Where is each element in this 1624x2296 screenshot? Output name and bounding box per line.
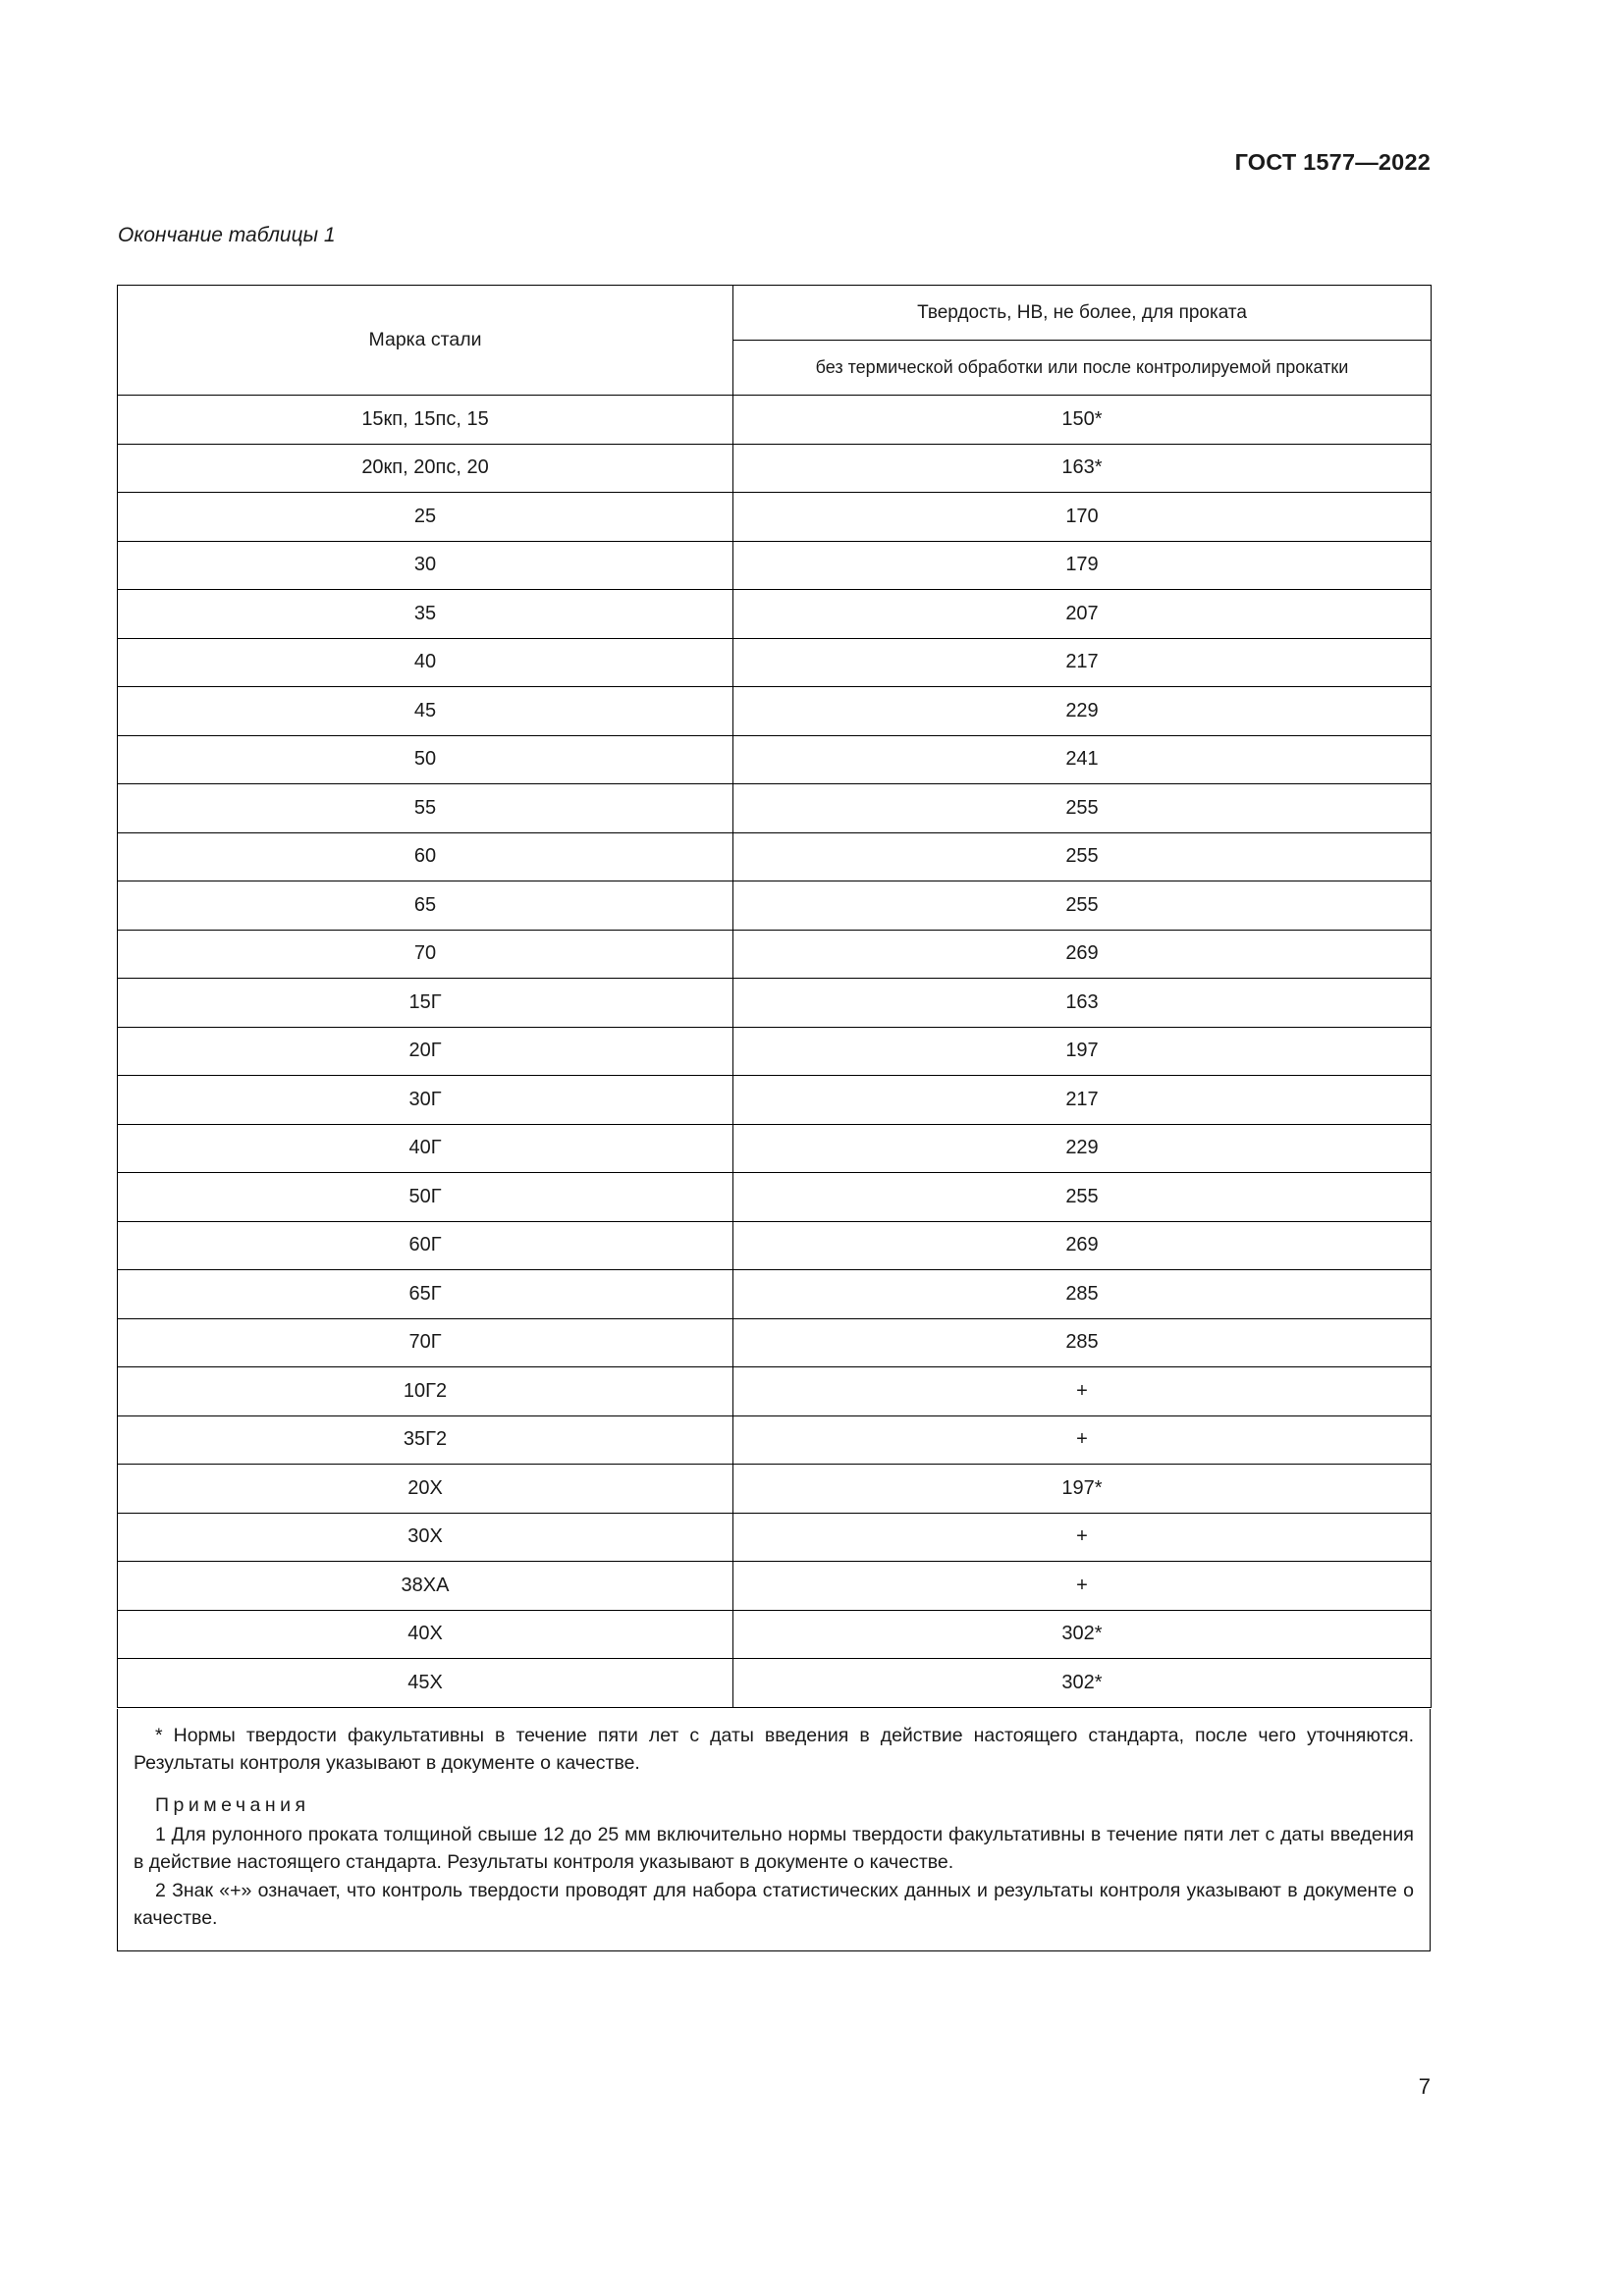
cell-hardness-value: 197* [733, 1465, 1432, 1514]
cell-hardness-value: 269 [733, 930, 1432, 979]
table-row [118, 493, 1432, 542]
cell-steel-grade: 50Г [118, 1173, 733, 1222]
cell-hardness-value: 179 [733, 541, 1432, 590]
table-row [118, 1513, 1432, 1562]
cell-hardness-value: 163 [733, 979, 1432, 1028]
table-row [118, 1610, 1432, 1659]
cell-steel-grade: 50 [118, 735, 733, 784]
cell-steel-grade: 30 [118, 541, 733, 590]
table-footnote [134, 1723, 1414, 1777]
cell-hardness-value: 302* [733, 1610, 1432, 1659]
cell-steel-grade: 20кп, 20пс, 20 [118, 444, 733, 493]
cell-steel-grade: 25 [118, 493, 733, 542]
table-row [118, 1318, 1432, 1367]
cell-hardness-value: 255 [733, 881, 1432, 931]
cell-steel-grade: 55 [118, 784, 733, 833]
cell-steel-grade: 60Г [118, 1221, 733, 1270]
table-row [118, 396, 1432, 445]
cell-steel-grade: 20Х [118, 1465, 733, 1514]
table-row [118, 1562, 1432, 1611]
table-body [118, 396, 1432, 1708]
cell-steel-grade: 30Г [118, 1076, 733, 1125]
cell-steel-grade: 30Х [118, 1513, 733, 1562]
hardness-table-container [117, 285, 1431, 1708]
document-header-standard-number: ГОСТ 1577—2022 [1234, 149, 1431, 175]
cell-hardness-value: 241 [733, 735, 1432, 784]
cell-hardness-value: 255 [733, 1173, 1432, 1222]
table-row [118, 444, 1432, 493]
cell-steel-grade: 45 [118, 687, 733, 736]
note-item [134, 1878, 1414, 1932]
cell-hardness-value: 229 [733, 687, 1432, 736]
cell-hardness-value: 207 [733, 590, 1432, 639]
cell-steel-grade: 65Г [118, 1270, 733, 1319]
table-row [118, 1173, 1432, 1222]
cell-steel-grade: 10Г2 [118, 1367, 733, 1416]
cell-hardness-value: 150* [733, 396, 1432, 445]
cell-steel-grade: 70 [118, 930, 733, 979]
table-row [118, 881, 1432, 931]
table-row [118, 638, 1432, 687]
table-caption: Окончание таблицы 1 [118, 224, 336, 246]
column-header-hardness: Твердость, НВ, не более, для проката [733, 286, 1432, 341]
table-header [118, 286, 1432, 396]
table-row [118, 1465, 1432, 1514]
table-row [118, 784, 1432, 833]
cell-hardness-value: 255 [733, 832, 1432, 881]
cell-steel-grade: 35Г2 [118, 1415, 733, 1465]
cell-hardness-value: 269 [733, 1221, 1432, 1270]
column-header-steel-grade: Марка стали [118, 286, 733, 396]
table-row [118, 1027, 1432, 1076]
cell-hardness-value: 217 [733, 1076, 1432, 1125]
table-row [118, 1270, 1432, 1319]
cell-hardness-value: 285 [733, 1318, 1432, 1367]
cell-hardness-value: + [733, 1513, 1432, 1562]
cell-hardness-value: 255 [733, 784, 1432, 833]
cell-hardness-value: + [733, 1367, 1432, 1416]
hardness-table [117, 285, 1432, 1708]
table-notes-box [117, 1709, 1431, 1951]
table-row [118, 1124, 1432, 1173]
notes-list [134, 1822, 1414, 1933]
note-item [134, 1822, 1414, 1876]
cell-steel-grade: 40Х [118, 1610, 733, 1659]
cell-hardness-value: 217 [733, 638, 1432, 687]
note-text: 1 Для рулонного проката толщиной свыше 12 до 25 мм включительно нормы твердости факультативны в течение пяти лет с даты введения в действие настоящего стандарта. Результаты контроля указывают в документе о качестве. [134, 1824, 1414, 1873]
table-row [118, 930, 1432, 979]
table-row [118, 1367, 1432, 1416]
cell-hardness-value: 285 [733, 1270, 1432, 1319]
cell-steel-grade: 20Г [118, 1027, 733, 1076]
cell-steel-grade: 70Г [118, 1318, 733, 1367]
table-row [118, 979, 1432, 1028]
cell-steel-grade: 60 [118, 832, 733, 881]
page-number: 7 [1418, 2074, 1431, 2099]
table-row [118, 541, 1432, 590]
cell-hardness-value: + [733, 1562, 1432, 1611]
cell-steel-grade: 65 [118, 881, 733, 931]
table-row [118, 1076, 1432, 1125]
table-row [118, 687, 1432, 736]
cell-hardness-value: 197 [733, 1027, 1432, 1076]
table-row [118, 1659, 1432, 1708]
cell-hardness-value: 163* [733, 444, 1432, 493]
cell-steel-grade: 38ХА [118, 1562, 733, 1611]
note-text: 2 Знак «+» означает, что контроль твердости проводят для набора статистических данных и результаты контроля указывают в документе о качестве. [134, 1880, 1414, 1930]
cell-steel-grade: 40Г [118, 1124, 733, 1173]
cell-steel-grade: 35 [118, 590, 733, 639]
table-row [118, 832, 1432, 881]
cell-hardness-value: 302* [733, 1659, 1432, 1708]
cell-hardness-value: 170 [733, 493, 1432, 542]
table-row [118, 1221, 1432, 1270]
table-row [118, 735, 1432, 784]
notes-title: Примечания [155, 1794, 310, 1817]
cell-steel-grade: 45Х [118, 1659, 733, 1708]
column-subheader-no-heat-treatment: без термической обработки или после контролируемой прокатки [733, 341, 1432, 396]
table-row [118, 590, 1432, 639]
cell-steel-grade: 40 [118, 638, 733, 687]
table-footnote-text: * Нормы твердости факультативны в течение пяти лет с даты введения в действие настоящего стандарта, после чего уточняются. Результаты контроля указывают в документе о качестве. [134, 1725, 1414, 1774]
table-header-row-top [118, 286, 1432, 341]
cell-steel-grade: 15кп, 15пс, 15 [118, 396, 733, 445]
cell-hardness-value: + [733, 1415, 1432, 1465]
cell-hardness-value: 229 [733, 1124, 1432, 1173]
table-row [118, 1415, 1432, 1465]
cell-steel-grade: 15Г [118, 979, 733, 1028]
